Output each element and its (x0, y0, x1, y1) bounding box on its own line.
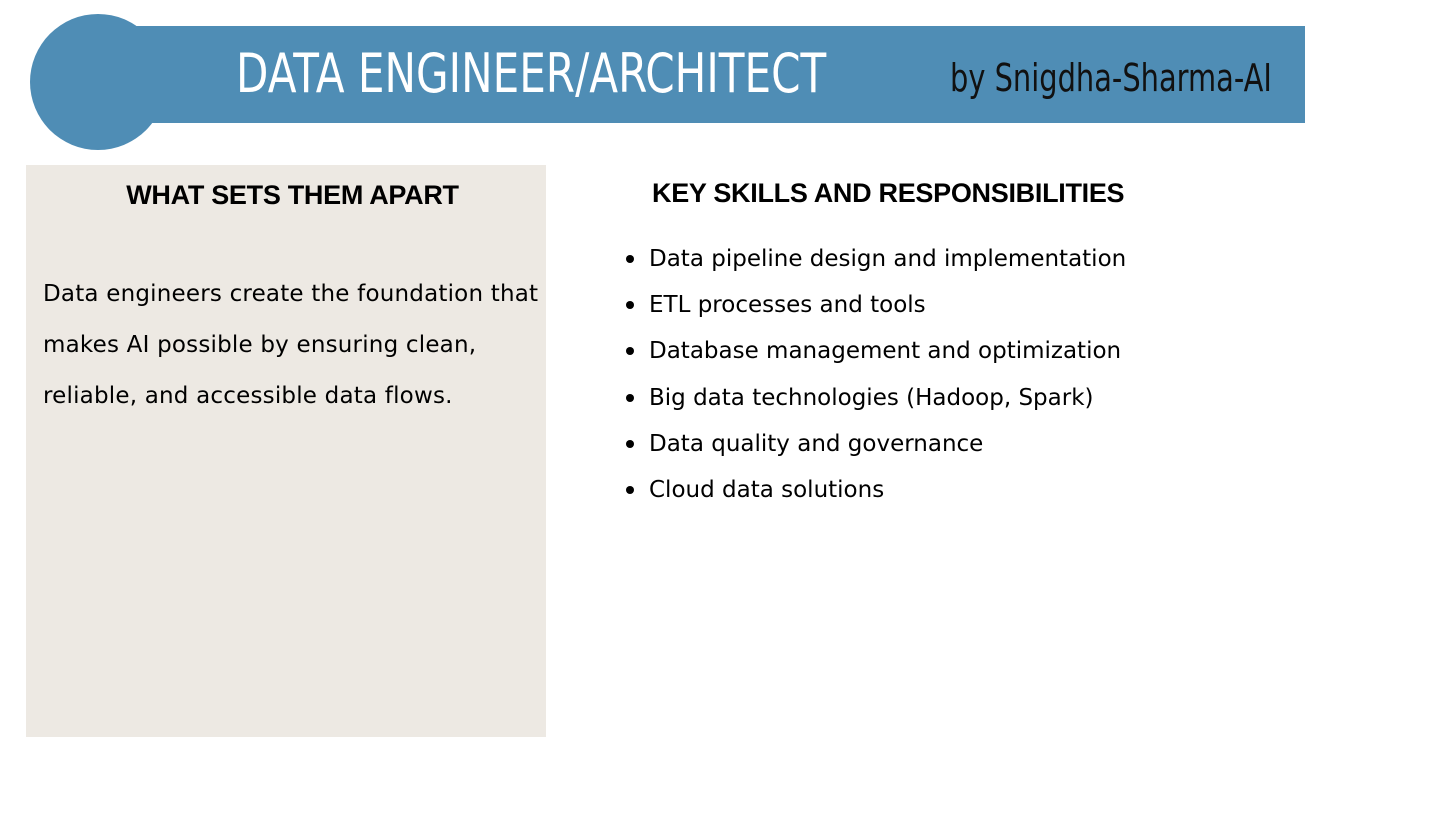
skill-label: Database management and optimization (649, 338, 1122, 365)
left-panel-background (26, 165, 546, 737)
bullet-icon (626, 486, 634, 494)
list-item (625, 236, 1126, 282)
list-item (625, 467, 1126, 513)
bullet-icon (626, 347, 634, 355)
skill-label: Big data technologies (Hadoop, Spark) (649, 384, 1094, 411)
list-item (625, 375, 1126, 421)
skill-label: Data quality and governance (649, 430, 984, 457)
skill-label: Cloud data solutions (649, 476, 885, 503)
skill-label: ETL processes and tools (649, 292, 926, 319)
bullet-icon (626, 301, 634, 309)
list-item (625, 282, 1126, 328)
left-section-heading: WHAT SETS THEM APART (126, 180, 459, 210)
list-item (625, 328, 1126, 374)
skills-list (625, 236, 1126, 513)
bullet-icon (626, 255, 634, 263)
list-item (625, 421, 1126, 467)
bullet-icon (626, 440, 634, 448)
left-section-body: Data engineers create the foundation that makes AI possible by ensuring clean, reliable, and accessible data flows. (43, 281, 539, 409)
page-title: DATA ENGINEER/ARCHITECT (236, 42, 827, 105)
skill-label: Data pipeline design and implementation (649, 246, 1127, 272)
right-section-heading: KEY SKILLS AND RESPONSIBILITIES (652, 178, 1125, 208)
bullet-icon (626, 394, 634, 402)
author-byline: by Snigdha-Sharma-AI (950, 56, 1272, 100)
